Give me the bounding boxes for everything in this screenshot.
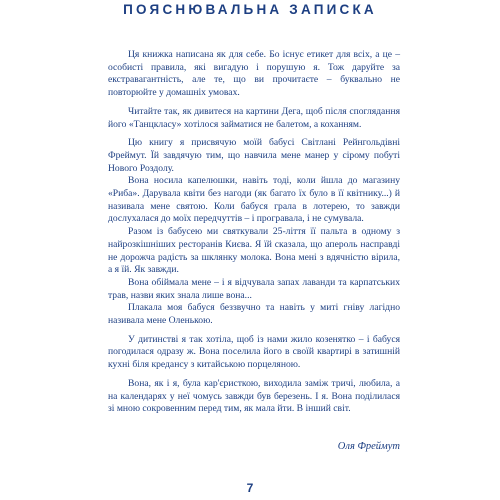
paragraph: Читайте так, як дивитеся на картини Дега, щоб після споглядання його «Танцкласу» хотілося займатися не балетом, а коханням. [108, 105, 400, 130]
paragraph: Плакала моя бабуся беззвучно та навіть у миті гніву лагідно називала мене Оленькою. [108, 302, 400, 327]
paragraph: Ця книжка написана як для себе. Бо існує етикет для всіх, а це – особисті правила, які вигадую і порушую я. Тож даруйте за екстравагантність, але те, що ви прочитаєте – буквально не повторюйте у домашніх умовах. [108, 49, 400, 99]
page-number: 7 [246, 481, 254, 495]
page-heading: ПОЯСНЮВАЛЬНА ЗАПИСКА [123, 2, 377, 17]
paragraph: Вона обіймала мене – і я відчувала запах лаванди та карпатських трав, назви яких знала лише вона... [108, 276, 400, 301]
paragraph: Вона, як і я, була кар'єристкою, виходила заміж тричі, любила, а на календарях у неї чомусь завжди був березень. І я. Вона поділилася зі мною сокровенним перед тим, як мала йти. В інший світ. [108, 377, 400, 415]
paragraph: Вона носила капелюшки, навіть тоді, коли йшла до магазину «Риба». Дарувала квіти без нагоди (як багато їх було в її квітнику...) й називала мене святою. Коли бабуся грала в лотерею, то завжди дослухалася до моїх передчуттів – і програвала, і не сумувала. [108, 175, 400, 225]
paragraph: У дитинстві я так хотіла, щоб із нами жило козенятко – і бабуся погодилася одразу ж. Вона поселила його в своїй квартирі в затишній кухні біля кредансу з китайською порцеляною. [108, 333, 400, 371]
paragraph: Цю книгу я присвячую моїй бабусі Світлані Рейнгольдівні Фреймут. Їй завдячую тим, що навчила мене манер у сірому побуті Нового Роздолу. [108, 137, 400, 174]
paragraph: Разом із бабусею ми святкували 25-ліття її пальта в одному з найрозкішніших ресторанів Києва. Я їй сказала, що апероль насправді не дорожча радість за шклянку молока. Вона мені з вдячністю вірила, а я їй. Як завжди. [108, 226, 400, 276]
explanatory-note-body [108, 43, 400, 416]
author-signature: Оля Фреймут [337, 441, 400, 452]
